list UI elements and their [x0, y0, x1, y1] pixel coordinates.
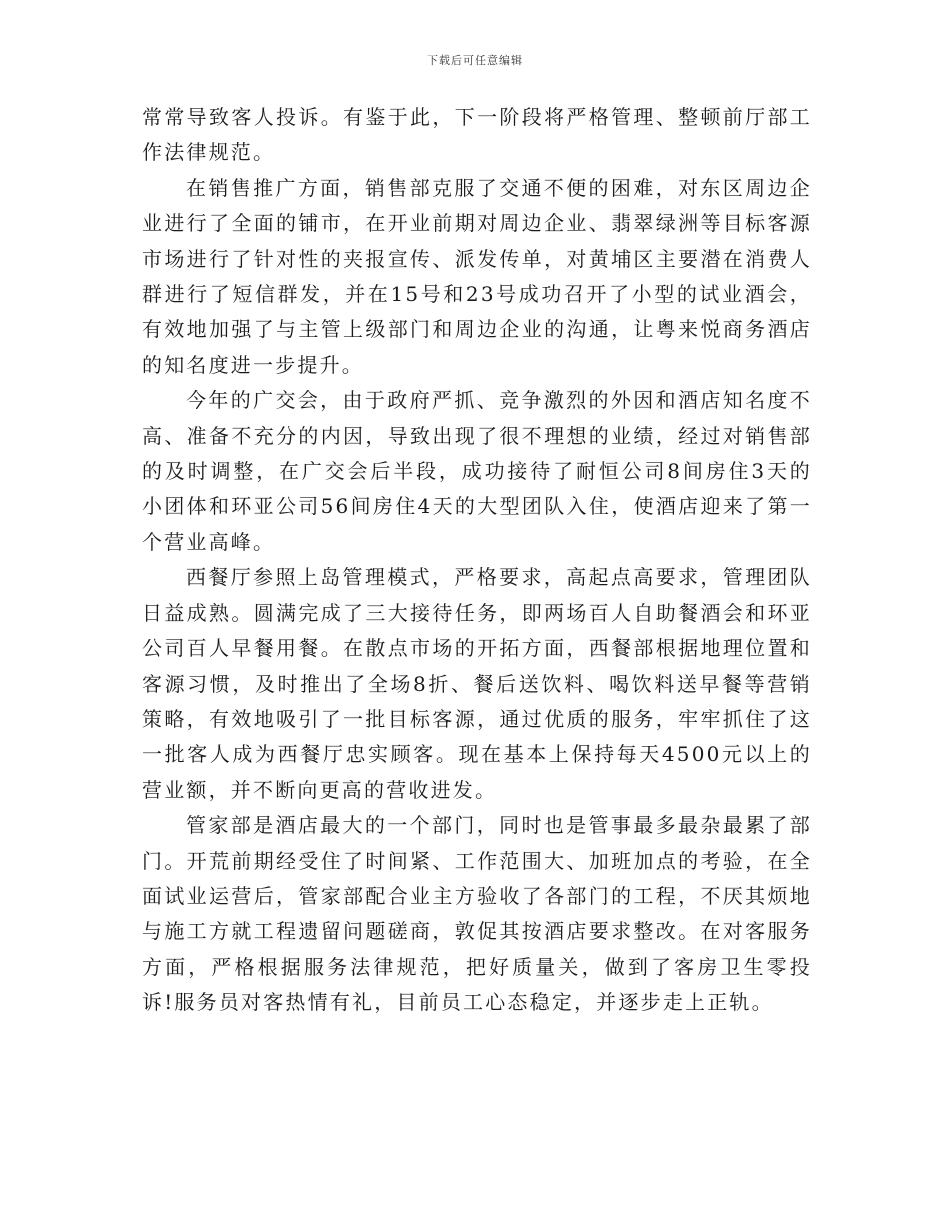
- paragraph-housekeeping: 管家部是酒店最大的一个部门，同时也是管事最多最杂最累了部门。开荒前期经受住了时间紧、工作范围大、加班加点的考验，在全面试业运营后，管家部配合业主方验收了各部门的工程，不厌其烦地与施工方就工程遗留问题磋商，敦促其按酒店要求整改。在对客服务方面，严格根据服务法律规范，把好质量关，做到了客房卫生零投诉!服务员对客热情有礼，目前员工心态稳定，并逐步走上正轨。: [142, 813, 812, 1015]
- page-header: 下载后可任意编辑: [427, 54, 523, 67]
- paragraph-canton-fair: 今年的广交会，由于政府严抓、竞争激烈的外因和酒店知名度不高、准备不充分的内因，导致出现了很不理想的业绩，经过对销售部的及时调整，在广交会后半段，成功接待了耐恒公司8间房住3天的小团体和环亚公司56间房住4天的大型团队入住，使酒店迎来了第一个营业高峰。: [142, 388, 812, 554]
- paragraph-western-restaurant: 西餐厅参照上岛管理模式，严格要求，高起点高要求，管理团队日益成熟。圆满完成了三大接待任务，即两场百人自助餐酒会和环亚公司百人早餐用餐。在散点市场的开拓方面，西餐部根据地理位置和客源习惯，及时推出了全场8折、餐后送饮料、喝饮料送早餐等营销策略，有效地吸引了一批目标客源，通过优质的服务，牢牢抓住了这一批客人成为西餐厅忠实顾客。现在基本上保持每天4500元以上的营业额，并不断向更高的营收进发。: [142, 565, 812, 802]
- document-body: [142, 100, 812, 1021]
- paragraph-front-desk: 常常导致客人投诉。有鉴于此，下一阶段将严格管理、整顿前厅部工作法律规范。: [142, 105, 812, 165]
- paragraph-sales: 在销售推广方面，销售部克服了交通不便的困难，对东区周边企业进行了全面的铺市，在开业前期对周边企业、翡翠绿洲等目标客源市场进行了针对性的夹报宣传、派发传单，对黄埔区主要潜在消费人群进行了短信群发，并在15号和23号成功召开了小型的试业酒会，有效地加强了与主管上级部门和周边企业的沟通，让粤来悦商务酒店的知名度进一步提升。: [142, 175, 812, 377]
